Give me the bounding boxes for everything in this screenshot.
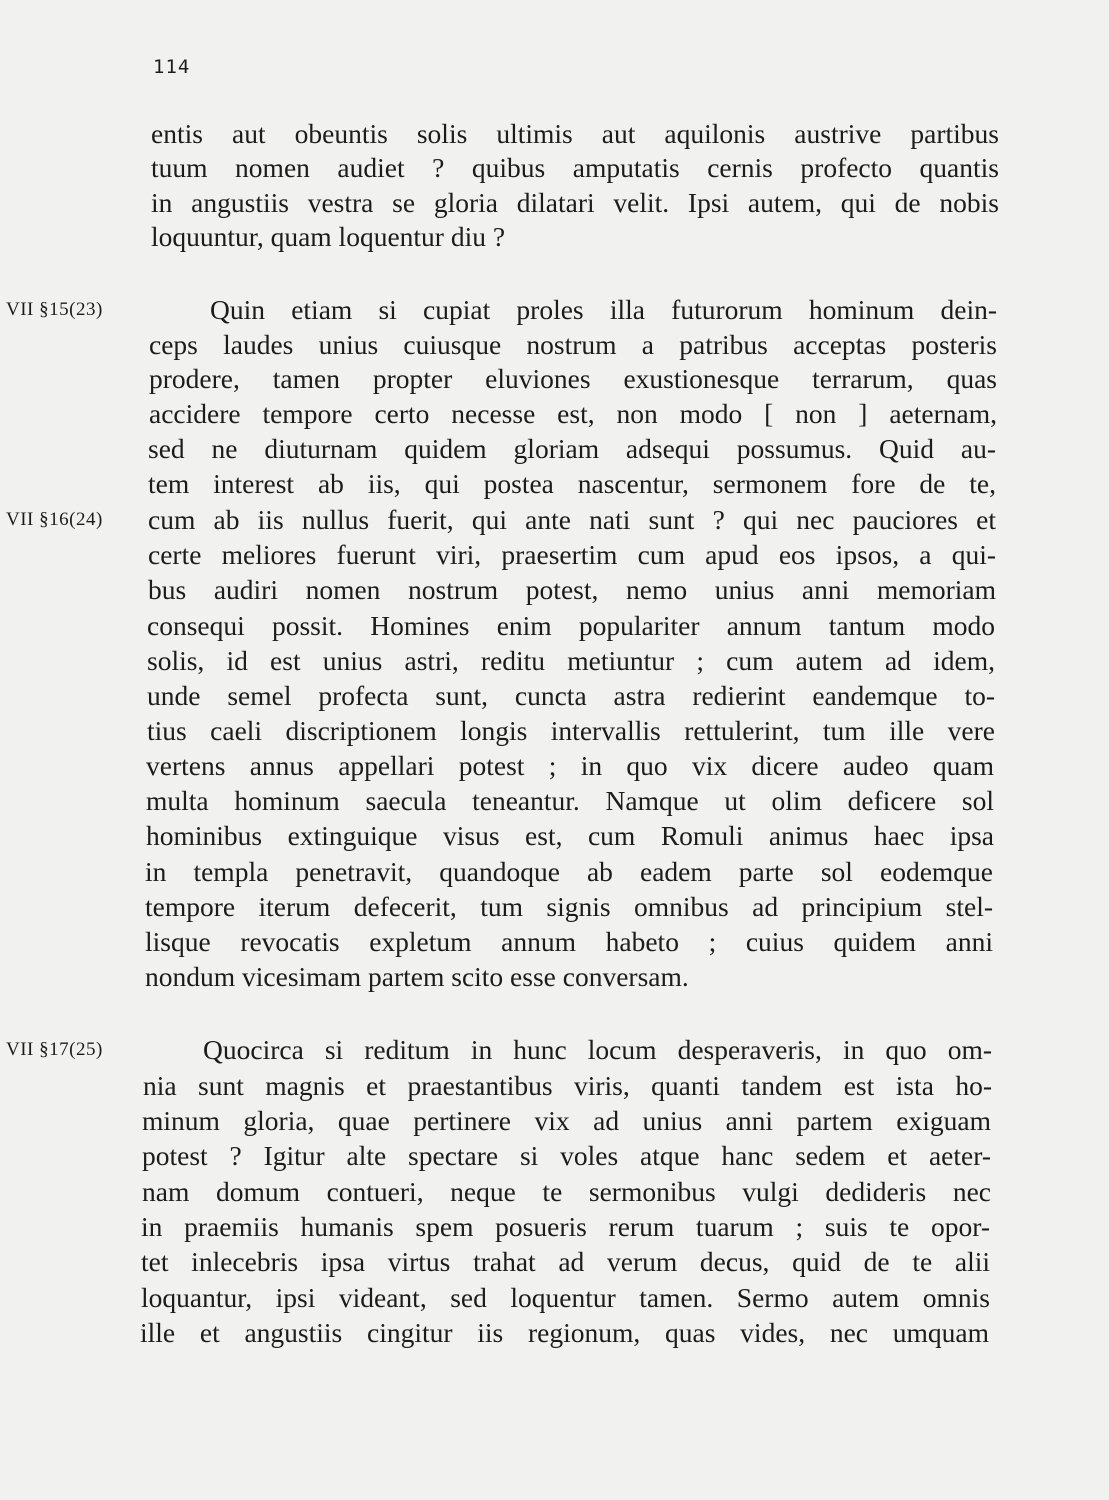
text-line: tuum nomen audiet ? quibus amputatis cernis profecto quantis <box>151 152 999 183</box>
text-line: bus audiri nomen nostrum potest, nemo unius anni memoriam <box>148 574 996 605</box>
text-line: loquantur, ipsi videant, sed loquentur tamen. Sermo autem omnis <box>141 1282 990 1313</box>
text-line: accidere tempore certo necesse est, non modo [ non ] aeternam, <box>149 398 997 429</box>
text-line: Quin etiam si cupiat proles illa futurorum hominum dein- <box>210 294 997 325</box>
text-line: tempore iterum defecerit, tum signis omnibus ad principium stel- <box>145 891 993 922</box>
text-line: cum ab iis nullus fuerit, qui ante nati sunt ? qui nec pauciores et <box>148 504 996 535</box>
text-line: potest ? Igitur alte spectare si voles atque hanc sedem et aeter- <box>142 1140 991 1171</box>
text-line: loquuntur, quam loquentur diu ? <box>151 221 506 252</box>
section-marker: VII §16(24) <box>6 509 103 530</box>
text-line: tet inlecebris ipsa virtus trahat ad verum decus, quid de te alii <box>141 1246 990 1277</box>
text-line: certe meliores fuerunt viri, praesertim cum apud eos ipsos, a qui- <box>148 539 996 570</box>
text-line: prodere, tamen propter eluviones exustionesque terrarum, quas <box>149 363 997 394</box>
text-line: nam domum contueri, neque te sermonibus vulgi dedideris nec <box>142 1176 991 1207</box>
text-line: nia sunt magnis et praestantibus viris, quanti tandem est ista ho- <box>143 1070 992 1101</box>
text-line: ceps laudes unius cuiusque nostrum a patribus acceptas posteris <box>149 329 997 360</box>
section-marker: VII §15(23) <box>6 299 103 320</box>
text-line: in angustiis vestra se gloria dilatari velit. Ipsi autem, qui de nobis <box>151 187 999 218</box>
text-line: lisque revocatis expletum annum habeto ; cuius quidem anni <box>145 926 993 957</box>
text-line: Quocirca si reditum in hunc locum desperaveris, in quo om- <box>203 1034 992 1065</box>
text-line: minum gloria, quae pertinere vix ad unius anni partem exiguam <box>142 1105 991 1136</box>
text-line: vertens annus appellari potest ; in quo vix dicere audeo quam <box>146 750 994 781</box>
text-line: multa hominum saecula teneantur. Namque ut olim deficere sol <box>146 785 994 816</box>
text-line: consequi possit. Homines enim populariter annum tantum modo <box>147 610 995 641</box>
text-line: tius caeli discriptionem longis intervallis rettulerint, tum ille vere <box>147 715 995 746</box>
text-line: sed ne diuturnam quidem gloriam adsequi possumus. Quid au- <box>148 433 996 464</box>
text-line: ille et angustiis cingitur iis regionum, quas vides, nec umquam <box>140 1317 989 1348</box>
text-line: entis aut obeuntis solis ultimis aut aquilonis austrive partibus <box>151 118 999 149</box>
text-line: solis, id est unius astri, reditu metiuntur ; cum autem ad idem, <box>147 645 995 676</box>
text-line: unde semel profecta sunt, cuncta astra redierint eandemque to- <box>147 680 995 711</box>
section-marker: VII §17(25) <box>6 1039 103 1060</box>
text-line: in praemiis humanis spem posueris rerum tuarum ; suis te opor- <box>141 1211 990 1242</box>
text-line: in templa penetravit, quandoque ab eadem parte sol eodemque <box>145 856 993 887</box>
page-number: 114 <box>153 56 191 78</box>
text-line: tem interest ab iis, qui postea nascentur, sermonem fore de te, <box>148 468 996 499</box>
text-line: hominibus extinguique visus est, cum Romuli animus haec ipsa <box>146 820 994 851</box>
text-line: nondum vicesimam partem scito esse conversam. <box>145 961 689 992</box>
